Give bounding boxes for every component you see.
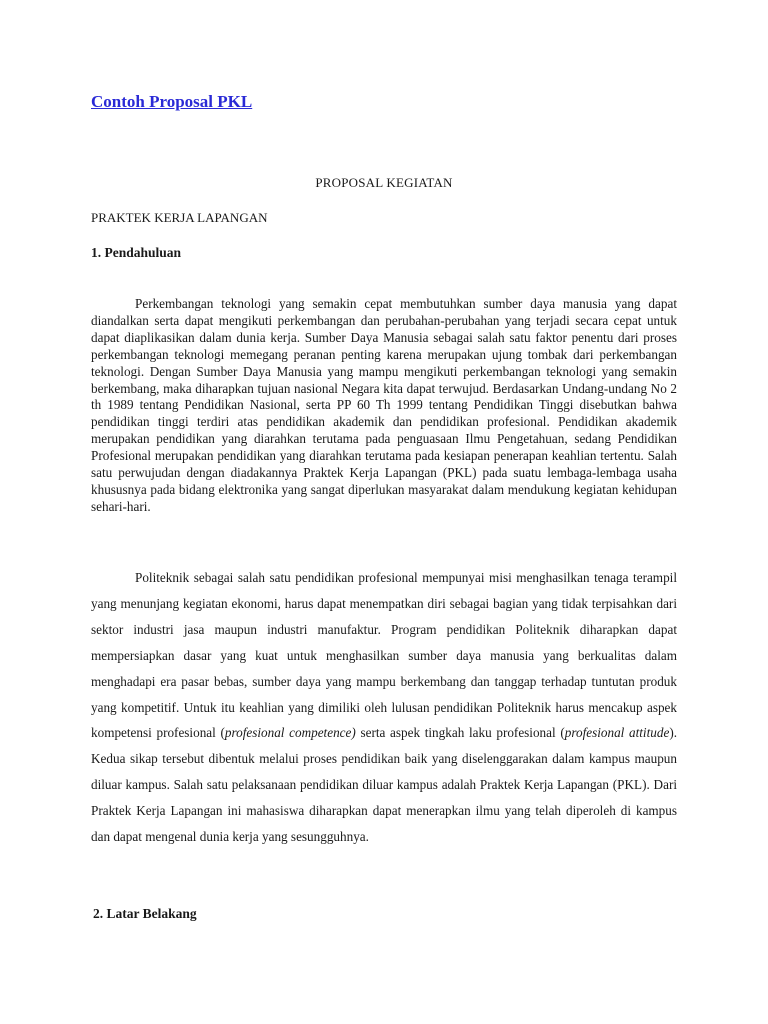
paragraph-2-part-b: serta aspek tingkah laku profesional ( xyxy=(355,725,565,741)
proposal-heading: PROPOSAL KEGIATAN xyxy=(315,175,453,190)
title-link[interactable]: Contoh Proposal PKL xyxy=(91,92,253,111)
paragraph-2-part-a: Politeknik sebagai salah satu pendidikan profesional mempunyai misi menghasilkan tenaga terampil yang menunjang kegiatan ekonomi, harus dapat menempatkan diri sebagai bagian yang tidak terpisahkan dari sektor industri jasa maupun industri manufaktur. Program pendidikan Politeknik diharapkan dapat mempersiapkan dasar yang kuat untuk menghasilkan sumber daya manusia yang berkualitas dalam menghadapi era pasar bebas, sumber daya yang mampu berkembang dan tanggap terhadap tuntutan produk yang kompetitif. Untuk itu keahlian yang dimiliki oleh lulusan pendidikan Politeknik harus mencakup aspek kompetensi profesional ( xyxy=(91,570,677,741)
proposal-subheading: PRAKTEK KERJA LAPANGAN xyxy=(91,210,268,225)
paragraph-2-part-c: ). Kedua sikap tersebut dibentuk melalui proses pendidikan baik yang diselenggarakan dalam kampus maupun diluar kampus. Salah satu pelaksanaan pendidikan diluar kampus adalah Praktek Kerja Lapangan (PKL). Dari Praktek Kerja Lapangan ini mahasiswa diharapkan dapat menerapkan ilmu yang telah diperoleh di kampus dan dapat mengenal dunia kerja yang sesungguhnya. xyxy=(91,725,678,845)
paragraph-2-italic-2: profesional attitude xyxy=(564,725,670,741)
section-2-heading: 2. Latar Belakang xyxy=(93,906,197,921)
paragraph-1: Perkembangan teknologi yang semakin cepat membutuhkan sumber daya manusia yang dapat diandalkan serta dapat mengikuti perkembangan dan perubahan-perubahan yang terjadi secara cepat untuk dapat diaplikasikan dalam dunia kerja. Sumber Daya Manusia sebagai salah satu faktor penentu dari proses perkembangan teknologi memegang peranan penting karena merupakan ujung tombak dari perkembangan teknologi. Dengan Sumber Daya Manusia yang mampu mengikuti perkembangan teknologi yang semakin berkembang, maka diharapkan tujuan nasional Negara kita dapat terwujud. Berdasarkan Undang-undang No 2 th 1989 tentang Pendidikan Nasional, serta PP 60 Th 1999 tentang Pendidikan Tinggi disebutkan bahwa pendidikan tinggi terdiri atas pendidikan akademik dan pendidikan profesional. Pendidikan akademik merupakan pendidikan yang diarahkan terutama pada penguasaan Ilmu Pengetahuan, sedang Pendidikan Profesional merupakan pendidikan yang diarahkan terutama pada kesiapan penerapan keahlian tertentu. Salah satu perwujudan dengan diadakannya Praktek Kerja Lapangan (PKL) pada suatu lembaga-lembaga usaha khususnya pada bidang elektronika yang sangat diperlukan masyarakat dalam mendukung kegiatan kehidupan sehari-hari. xyxy=(91,296,677,514)
section-1-heading: 1. Pendahuluan xyxy=(91,245,182,260)
paragraph-2-italic-1: profesional competence) xyxy=(224,725,356,741)
paragraph-2 xyxy=(91,565,677,850)
